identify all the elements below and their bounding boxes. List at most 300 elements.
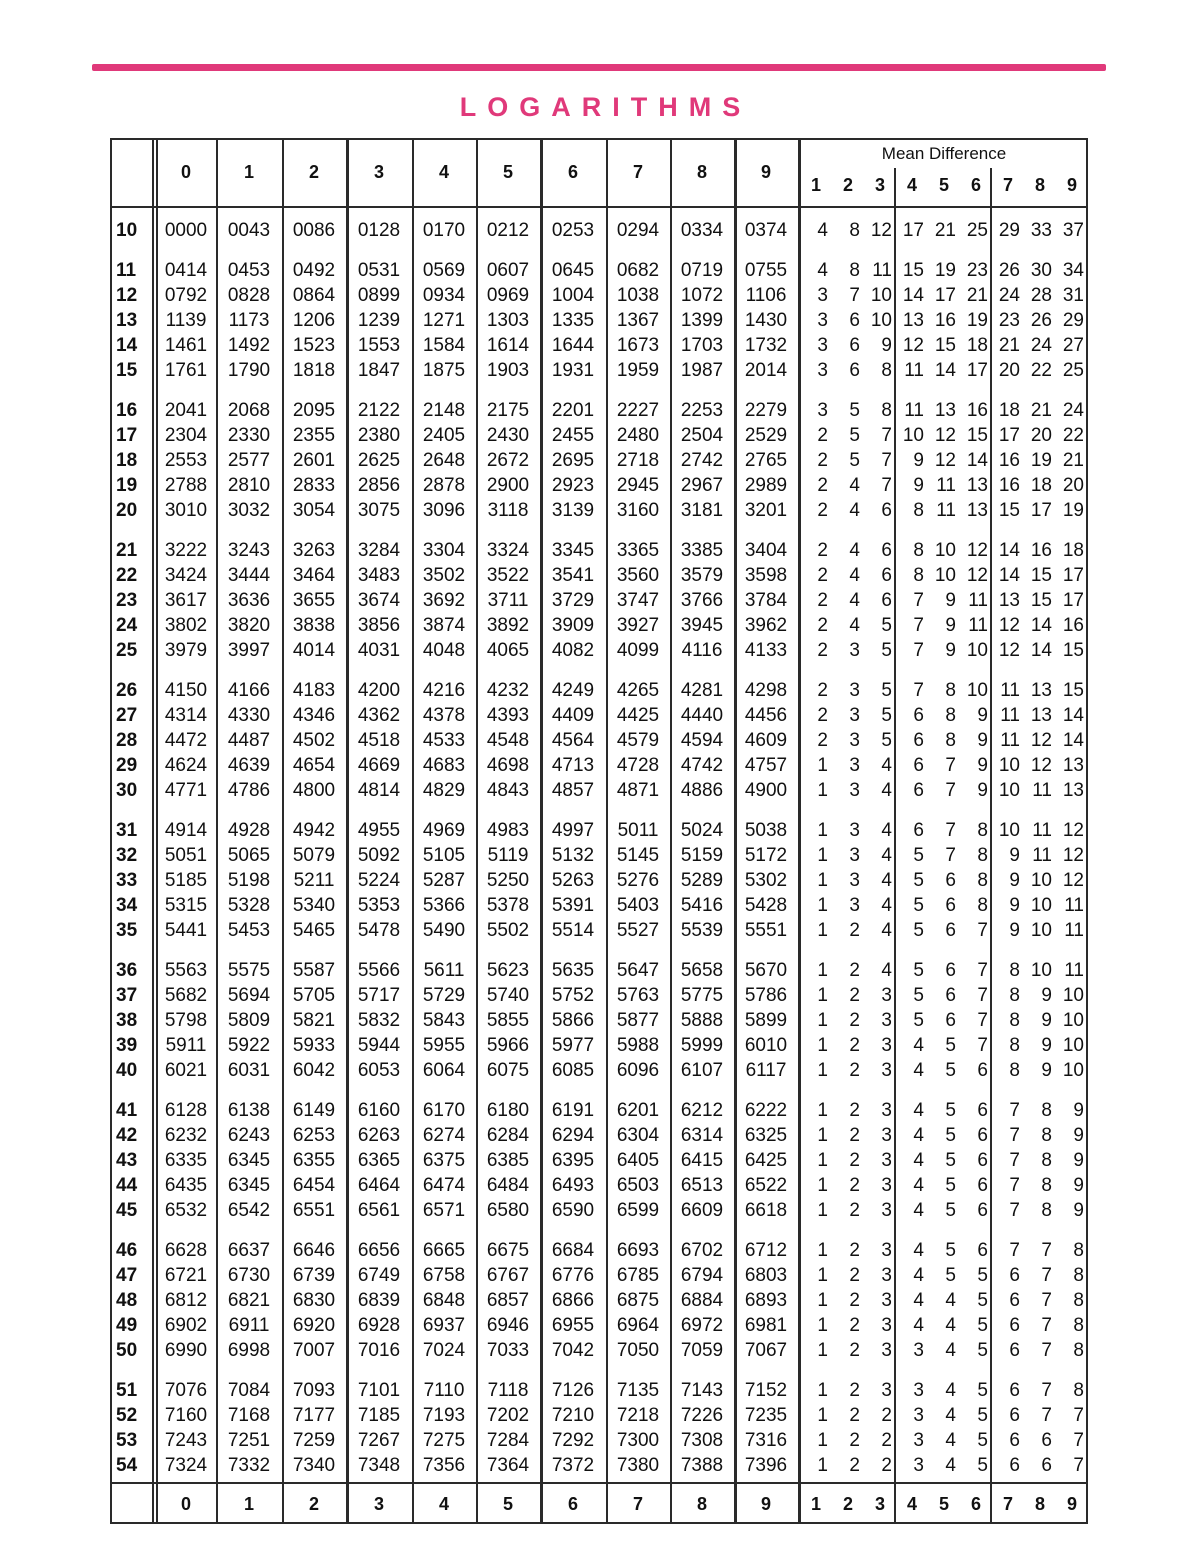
mean-difference-cell: 3 <box>849 895 860 916</box>
row-number-39: 39 <box>116 1035 138 1056</box>
log-value-cell: 3636 <box>227 590 271 611</box>
log-value-cell: 3118 <box>487 500 529 521</box>
log-value-cell: 5527 <box>616 920 660 941</box>
log-value-cell: 3483 <box>357 565 401 586</box>
log-value-cell: 6618 <box>744 1200 788 1221</box>
mean-difference-cell: 10 <box>870 285 892 306</box>
mean-difference-cell: 8 <box>913 565 924 586</box>
log-value-cell: 4857 <box>551 780 595 801</box>
log-value-cell: 5658 <box>680 960 724 981</box>
mean-difference-cell: 6 <box>1009 1315 1020 1336</box>
log-value-cell: 5478 <box>357 920 401 941</box>
mean-difference-cell: 6 <box>913 820 924 841</box>
log-value-cell: 1903 <box>486 360 530 381</box>
mean-difference-cell: 6 <box>913 705 924 726</box>
mean-difference-cell: 18 <box>1062 540 1084 561</box>
log-value-cell: 5065 <box>227 845 271 866</box>
log-value-cell: 5092 <box>357 845 401 866</box>
log-value-cell: 1790 <box>227 360 271 381</box>
mean-difference-cell: 5 <box>849 400 860 421</box>
mean-difference-cell: 10 <box>934 565 956 586</box>
log-value-cell: 5159 <box>680 845 724 866</box>
log-value-cell: 7084 <box>227 1380 271 1401</box>
mean-difference-cell: 19 <box>1062 500 1084 521</box>
mean-difference-cell: 1 <box>817 1060 828 1081</box>
log-value-cell: 3784 <box>744 590 788 611</box>
mean-difference-cell: 4 <box>913 1265 924 1286</box>
log-value-cell: 6609 <box>680 1200 724 1221</box>
log-value-cell: 6551 <box>292 1200 336 1221</box>
log-value-cell: 6513 <box>680 1175 724 1196</box>
log-value-cell: 6712 <box>744 1240 788 1261</box>
log-value-cell: 6758 <box>422 1265 466 1286</box>
log-value-cell: 3010 <box>164 500 208 521</box>
footer-diff-9: 9 <box>1066 1494 1077 1514</box>
log-value-cell: 6335 <box>164 1150 208 1171</box>
log-value-cell: 7110 <box>423 1380 465 1401</box>
mean-difference-cell: 2 <box>817 425 828 446</box>
mean-difference-cell: 3 <box>881 1175 892 1196</box>
log-value-cell: 2068 <box>227 400 271 421</box>
log-value-cell: 6284 <box>486 1125 530 1146</box>
mean-difference-cell: 5 <box>881 730 892 751</box>
log-value-cell: 2765 <box>744 450 788 471</box>
log-value-cell: 4900 <box>744 780 788 801</box>
row-number-24: 24 <box>116 615 138 636</box>
mean-difference-cell: 3 <box>817 400 828 421</box>
log-value-cell: 4579 <box>616 730 660 751</box>
log-value-cell: 5563 <box>164 960 208 981</box>
row-number-23: 23 <box>116 590 138 611</box>
log-value-cell: 3054 <box>292 500 336 521</box>
mean-difference-header: Mean Difference <box>881 144 1007 163</box>
log-value-cell: 2900 <box>486 475 530 496</box>
mean-difference-cell: 12 <box>966 565 988 586</box>
mean-difference-cell: 8 <box>977 820 988 841</box>
log-value-cell: 6656 <box>357 1240 401 1261</box>
mean-difference-cell: 13 <box>966 475 988 496</box>
mean-difference-cell: 8 <box>977 870 988 891</box>
log-value-cell: 5717 <box>357 985 401 1006</box>
mean-difference-cell: 1 <box>817 920 828 941</box>
mean-difference-cell: 2 <box>849 1175 860 1196</box>
mean-difference-cell: 9 <box>1073 1125 1084 1146</box>
log-value-cell: 6721 <box>164 1265 208 1286</box>
log-value-cell: 6405 <box>616 1150 660 1171</box>
log-value-cell: 5843 <box>422 1010 466 1031</box>
mean-difference-cell: 13 <box>1030 680 1052 701</box>
row-number-54: 54 <box>116 1455 138 1476</box>
mean-difference-cell: 4 <box>945 1315 956 1336</box>
log-value-cell: 7259 <box>292 1430 336 1451</box>
mean-difference-cell: 7 <box>1041 1315 1052 1336</box>
mean-difference-cell: 10 <box>966 680 988 701</box>
mean-difference-cell: 9 <box>881 335 892 356</box>
log-value-cell: 7033 <box>486 1340 530 1361</box>
mean-difference-cell: 7 <box>1009 1175 1020 1196</box>
mean-difference-cell: 4 <box>881 960 892 981</box>
log-value-cell: 2148 <box>422 400 466 421</box>
log-value-cell: 6314 <box>680 1125 724 1146</box>
mean-difference-cell: 12 <box>1062 845 1084 866</box>
mean-difference-cell: 3 <box>881 1265 892 1286</box>
log-value-cell: 3598 <box>744 565 788 586</box>
mean-difference-cell: 5 <box>977 1265 988 1286</box>
mean-difference-cell: 4 <box>913 1125 924 1146</box>
mean-difference-cell: 12 <box>934 450 956 471</box>
log-value-cell: 5729 <box>422 985 466 1006</box>
log-value-cell: 4639 <box>227 755 271 776</box>
mean-difference-cell: 7 <box>1009 1125 1020 1146</box>
log-value-cell: 4456 <box>744 705 788 726</box>
log-value-cell: 5933 <box>292 1035 336 1056</box>
log-value-cell: 5821 <box>292 1010 336 1031</box>
mean-difference-cell: 7 <box>1041 1290 1052 1311</box>
mean-difference-cell: 12 <box>902 335 924 356</box>
mean-difference-cell: 8 <box>1073 1240 1084 1261</box>
mean-difference-cell: 23 <box>966 260 988 281</box>
log-value-cell: 1847 <box>357 360 401 381</box>
footer-divider <box>110 1482 1088 1484</box>
log-value-cell: 5682 <box>164 985 208 1006</box>
mean-difference-cell: 6 <box>945 870 956 891</box>
mean-difference-cell: 3 <box>881 1060 892 1081</box>
log-value-cell: 4786 <box>227 780 271 801</box>
log-value-cell: 5378 <box>486 895 530 916</box>
mean-difference-cell: 24 <box>998 285 1020 306</box>
mean-difference-cell: 5 <box>913 985 924 1006</box>
log-value-cell: 7267 <box>357 1430 401 1451</box>
top-accent-bar <box>92 64 1106 71</box>
mean-difference-cell: 5 <box>913 870 924 891</box>
log-value-cell: 3979 <box>164 640 208 661</box>
log-value-cell: 6474 <box>422 1175 466 1196</box>
mean-difference-cell: 10 <box>1030 920 1052 941</box>
mean-difference-cell: 7 <box>913 640 924 661</box>
log-value-cell: 7024 <box>422 1340 466 1361</box>
log-value-cell: 5198 <box>227 870 271 891</box>
log-value-cell: 0607 <box>486 260 530 281</box>
mean-difference-cell: 14 <box>1062 730 1084 751</box>
diff-header-7: 7 <box>1002 175 1013 195</box>
log-value-cell: 3820 <box>227 615 271 636</box>
log-value-cell: 6415 <box>680 1150 724 1171</box>
row-number-42: 42 <box>116 1125 138 1146</box>
log-value-cell: 2945 <box>616 475 660 496</box>
mean-difference-cell: 7 <box>977 920 988 941</box>
log-value-cell: 4983 <box>486 820 530 841</box>
log-value-cell: 5172 <box>744 845 788 866</box>
mean-difference-cell: 1 <box>817 1200 828 1221</box>
mean-difference-cell: 2 <box>817 475 828 496</box>
log-value-cell: 5855 <box>486 1010 530 1031</box>
mean-difference-cell: 9 <box>1073 1150 1084 1171</box>
footer-column-8: 8 <box>696 1494 707 1514</box>
mean-difference-cell: 2 <box>849 1035 860 1056</box>
mean-difference-cell: 11 <box>904 360 924 381</box>
log-value-cell: 7177 <box>292 1405 336 1426</box>
mean-difference-cell: 6 <box>1009 1380 1020 1401</box>
mean-difference-cell: 1 <box>817 1290 828 1311</box>
log-value-cell: 6730 <box>227 1265 271 1286</box>
log-value-cell: 6325 <box>744 1125 788 1146</box>
mean-difference-cell: 1 <box>817 755 828 776</box>
mean-difference-cell: 3 <box>881 1380 892 1401</box>
log-value-cell: 7016 <box>357 1340 401 1361</box>
log-value-cell: 6972 <box>680 1315 724 1336</box>
mean-difference-cell: 9 <box>945 640 956 661</box>
footer-diff-5: 5 <box>938 1494 949 1514</box>
mean-difference-cell: 16 <box>1062 615 1084 636</box>
mean-difference-cell: 6 <box>977 1240 988 1261</box>
mean-difference-cell: 2 <box>817 450 828 471</box>
mean-difference-cell: 8 <box>945 680 956 701</box>
mean-difference-cell: 8 <box>881 360 892 381</box>
log-value-cell: 6911 <box>228 1315 270 1336</box>
mean-difference-cell: 6 <box>1041 1430 1052 1451</box>
row-number-17: 17 <box>116 425 138 446</box>
mean-difference-cell: 24 <box>1062 400 1084 421</box>
row-number-45: 45 <box>116 1200 138 1221</box>
log-value-cell: 6149 <box>292 1100 336 1121</box>
row-number-27: 27 <box>116 705 138 726</box>
mean-difference-cell: 5 <box>945 1200 956 1221</box>
log-value-cell: 7193 <box>422 1405 466 1426</box>
diff-header-9: 9 <box>1066 175 1077 195</box>
mean-difference-cell: 7 <box>945 755 956 776</box>
mean-difference-cell: 10 <box>1030 960 1052 981</box>
mean-difference-cell: 6 <box>881 500 892 521</box>
table-bottom-border <box>110 1522 1088 1524</box>
mean-difference-cell: 1 <box>817 1010 828 1031</box>
mean-difference-cell: 11 <box>872 260 892 281</box>
mean-difference-cell: 8 <box>849 260 860 281</box>
log-value-cell: 0569 <box>422 260 466 281</box>
mean-difference-cell: 1 <box>817 1380 828 1401</box>
log-value-cell: 7076 <box>164 1380 208 1401</box>
log-value-cell: 2253 <box>680 400 724 421</box>
mean-difference-cell: 6 <box>945 1010 956 1031</box>
log-value-cell: 7007 <box>292 1340 336 1361</box>
mean-difference-cell: 2 <box>849 1125 860 1146</box>
mean-difference-cell: 9 <box>913 450 924 471</box>
log-value-cell: 5587 <box>292 960 336 981</box>
log-value-cell: 5315 <box>164 895 208 916</box>
log-value-cell: 0043 <box>227 220 271 241</box>
column-header-5: 5 <box>502 162 513 182</box>
diff-header-8: 8 <box>1034 175 1045 195</box>
log-value-cell: 4200 <box>357 680 401 701</box>
mean-difference-cell: 11 <box>1032 780 1052 801</box>
mean-difference-cell: 6 <box>1009 1265 1020 1286</box>
log-value-cell: 7292 <box>551 1430 595 1451</box>
log-value-cell: 5966 <box>486 1035 530 1056</box>
mean-difference-cell: 9 <box>1073 1100 1084 1121</box>
log-value-cell: 6776 <box>551 1265 595 1286</box>
log-value-cell: 7316 <box>744 1430 788 1451</box>
log-value-cell: 6955 <box>551 1315 595 1336</box>
mean-difference-cell: 5 <box>977 1455 988 1476</box>
log-value-cell: 5647 <box>616 960 660 981</box>
mean-difference-cell: 9 <box>913 475 924 496</box>
row-number-22: 22 <box>116 565 138 586</box>
log-value-cell: 5694 <box>227 985 271 1006</box>
mean-difference-cell: 8 <box>1009 1060 1020 1081</box>
footer-column-6: 6 <box>567 1494 578 1514</box>
mean-difference-cell: 2 <box>881 1455 892 1476</box>
log-value-cell: 6493 <box>551 1175 595 1196</box>
log-value-cell: 5999 <box>680 1035 724 1056</box>
column-header-0: 0 <box>180 162 191 182</box>
log-value-cell: 6395 <box>551 1150 595 1171</box>
row-number-13: 13 <box>116 310 138 331</box>
mean-difference-cell: 9 <box>977 705 988 726</box>
log-value-cell: 5611 <box>423 960 465 981</box>
mean-difference-cell: 5 <box>977 1340 988 1361</box>
log-value-cell: 5416 <box>680 895 724 916</box>
log-value-cell: 6435 <box>164 1175 208 1196</box>
log-value-cell: 3522 <box>486 565 530 586</box>
mean-difference-cell: 5 <box>945 1125 956 1146</box>
log-value-cell: 3075 <box>357 500 401 521</box>
mean-difference-cell: 5 <box>881 680 892 701</box>
row-number-34: 34 <box>116 895 138 916</box>
log-value-cell: 7218 <box>616 1405 660 1426</box>
log-value-cell: 3284 <box>357 540 401 561</box>
row-number-30: 30 <box>116 780 138 801</box>
log-value-cell: 6767 <box>486 1265 530 1286</box>
mean-difference-cell: 9 <box>945 615 956 636</box>
mean-difference-cell: 12 <box>934 425 956 446</box>
column-header-6: 6 <box>567 162 578 182</box>
log-value-cell: 7340 <box>292 1455 336 1476</box>
log-value-cell: 6990 <box>164 1340 208 1361</box>
log-value-cell: 6702 <box>680 1240 724 1261</box>
log-value-cell: 5289 <box>680 870 724 891</box>
mean-difference-cell: 19 <box>966 310 988 331</box>
log-value-cell: 5763 <box>616 985 660 1006</box>
mean-difference-cell: 7 <box>913 615 924 636</box>
mean-difference-cell: 5 <box>849 425 860 446</box>
mean-difference-cell: 10 <box>1062 985 1084 1006</box>
mean-difference-cell: 15 <box>934 335 956 356</box>
mean-difference-cell: 10 <box>998 755 1020 776</box>
log-value-cell: 1818 <box>292 360 336 381</box>
log-value-cell: 1931 <box>551 360 595 381</box>
mean-difference-cell: 8 <box>1041 1175 1052 1196</box>
mean-difference-cell: 2 <box>849 1150 860 1171</box>
log-value-cell: 1987 <box>680 360 724 381</box>
mean-difference-cell: 2 <box>849 1240 860 1261</box>
log-value-cell: 2304 <box>164 425 208 446</box>
mean-difference-cell: 19 <box>1030 450 1052 471</box>
log-value-cell: 2122 <box>357 400 401 421</box>
log-value-cell: 6571 <box>422 1200 466 1221</box>
log-value-cell: 3541 <box>551 565 595 586</box>
mean-difference-cell: 4 <box>817 220 828 241</box>
mean-difference-cell: 11 <box>968 615 988 636</box>
log-value-cell: 4150 <box>164 680 208 701</box>
mean-difference-cell: 3 <box>913 1380 924 1401</box>
log-value-cell: 4518 <box>357 730 401 751</box>
mean-difference-cell: 2 <box>881 1430 892 1451</box>
mean-difference-cell: 7 <box>1041 1265 1052 1286</box>
row-number-53: 53 <box>116 1430 138 1451</box>
log-value-cell: 0414 <box>164 260 208 281</box>
log-value-cell: 6637 <box>227 1240 271 1261</box>
log-value-cell: 5145 <box>616 845 660 866</box>
log-value-cell: 6665 <box>422 1240 466 1261</box>
log-value-cell: 6042 <box>292 1060 336 1081</box>
log-value-cell: 7210 <box>551 1405 595 1426</box>
log-value-cell: 2856 <box>357 475 401 496</box>
mean-difference-cell: 3 <box>881 1240 892 1261</box>
column-header-8: 8 <box>696 162 707 182</box>
row-number-12: 12 <box>116 285 138 306</box>
log-value-cell: 4031 <box>357 640 401 661</box>
mean-difference-cell: 1 <box>817 1430 828 1451</box>
log-value-cell: 6830 <box>292 1290 336 1311</box>
mean-difference-cell: 4 <box>881 870 892 891</box>
log-value-cell: 0934 <box>422 285 466 306</box>
mean-difference-cell: 6 <box>977 1200 988 1221</box>
mean-difference-cell: 5 <box>881 640 892 661</box>
log-value-cell: 3502 <box>422 565 466 586</box>
log-value-cell: 4548 <box>486 730 530 751</box>
log-value-cell: 4166 <box>227 680 271 701</box>
log-value-cell: 5977 <box>551 1035 595 1056</box>
log-value-cell: 4871 <box>616 780 660 801</box>
mean-difference-cell: 6 <box>1009 1405 1020 1426</box>
mean-difference-cell: 6 <box>977 1060 988 1081</box>
mean-difference-cell: 23 <box>998 310 1020 331</box>
log-value-cell: 6821 <box>227 1290 271 1311</box>
log-value-cell: 6085 <box>551 1060 595 1081</box>
mean-difference-cell: 17 <box>1030 500 1052 521</box>
log-value-cell: 1271 <box>422 310 466 331</box>
log-value-cell: 3962 <box>744 615 788 636</box>
log-value-cell: 5132 <box>551 845 595 866</box>
log-value-cell: 6599 <box>616 1200 660 1221</box>
mean-difference-cell: 2 <box>849 1100 860 1121</box>
mean-difference-cell: 7 <box>881 450 892 471</box>
mean-difference-cell: 10 <box>998 780 1020 801</box>
log-value-cell: 7251 <box>227 1430 271 1451</box>
mean-difference-cell: 8 <box>1009 985 1020 1006</box>
mean-difference-cell: 4 <box>913 1315 924 1336</box>
log-value-cell: 5465 <box>292 920 336 941</box>
mean-difference-cell: 4 <box>913 1240 924 1261</box>
column-header-4: 4 <box>438 162 449 182</box>
mean-difference-cell: 18 <box>966 335 988 356</box>
mean-difference-cell: 8 <box>1009 1035 1020 1056</box>
log-value-cell: 3892 <box>486 615 530 636</box>
log-value-cell: 4800 <box>292 780 336 801</box>
mean-difference-cell: 12 <box>998 640 1020 661</box>
mean-difference-cell: 8 <box>977 845 988 866</box>
log-value-cell: 6365 <box>357 1150 401 1171</box>
footer-column-0: 0 <box>180 1494 191 1514</box>
mean-difference-cell: 28 <box>1030 285 1052 306</box>
mean-difference-cell: 29 <box>998 220 1020 241</box>
mean-difference-cell: 6 <box>849 360 860 381</box>
mean-difference-cell: 11 <box>1032 845 1052 866</box>
mean-difference-cell: 2 <box>849 920 860 941</box>
mean-difference-cell: 7 <box>945 780 956 801</box>
log-value-cell: 6243 <box>227 1125 271 1146</box>
log-value-cell: 2405 <box>422 425 466 446</box>
log-value-cell: 7059 <box>680 1340 724 1361</box>
